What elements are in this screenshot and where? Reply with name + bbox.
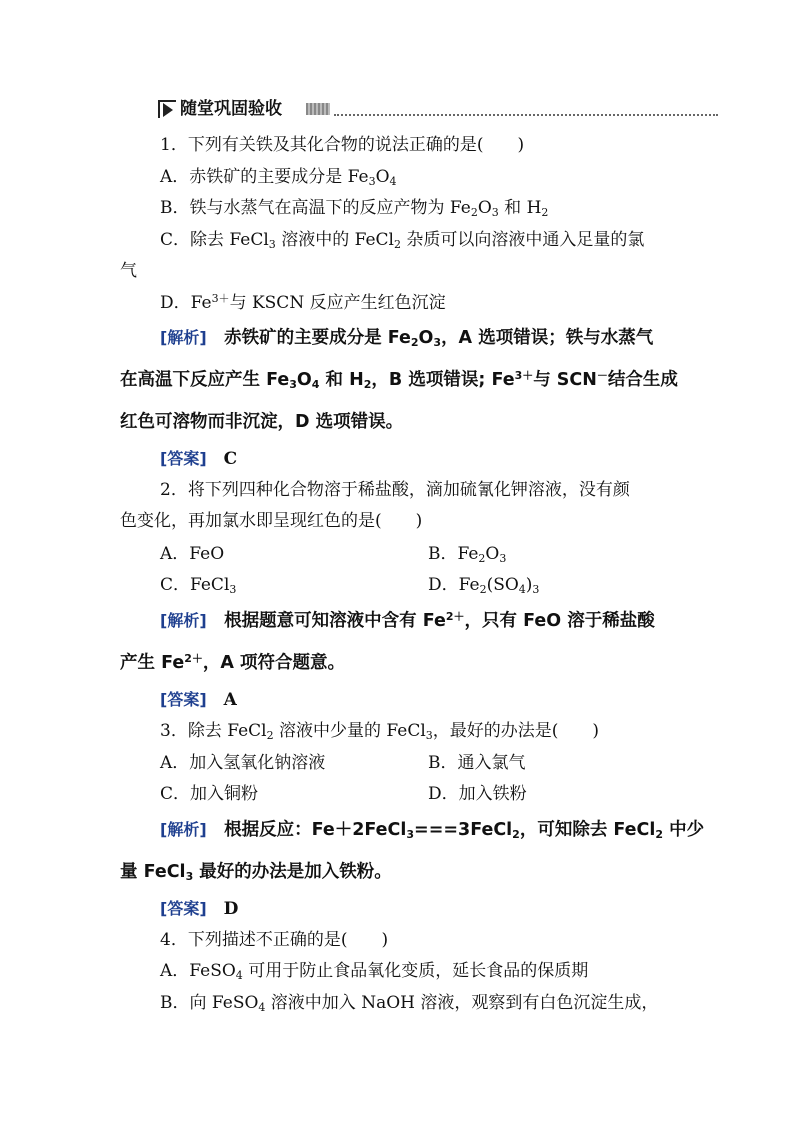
- q2-stem-line2: 色变化，再加氯水即呈现红色的是( ): [120, 511, 423, 531]
- q1-stem: 1．下列有关铁及其化合物的说法正确的是( ): [160, 135, 525, 155]
- q1-option-c-line2: 气: [120, 261, 137, 281]
- q4-stem: 4．下列描述不正确的是( ): [160, 930, 389, 950]
- q2-option-a: A．FeO: [160, 544, 225, 564]
- answer-tag: [答案]: [160, 690, 207, 709]
- play-arrow-icon: [158, 100, 176, 118]
- q2-option-b: B．$Fe_2O_3$: [428, 544, 507, 565]
- q4-option-b: B．向 FeSO$_4$ 溶液中加入 NaOH 溶液，观察到有白色沉淀生成，: [160, 993, 659, 1014]
- q2-explanation-line2: 产生 $Fe^{2+}$，A 项符合题意。: [120, 652, 346, 673]
- section-title: 随堂巩固验收: [180, 99, 282, 119]
- q3-option-c: C．加入铜粉: [160, 784, 259, 804]
- explanation-tag: [解析]: [160, 820, 207, 839]
- q3-explanation-line1: [解析] 根据反应：Fe＋2FeCl$_3$===3FeCl$_2$，可知除去 FeCl$_2$ 中少: [160, 820, 705, 841]
- q3-explanation-line2: 量 FeCl$_3$ 最好的办法是加入铁粉。: [120, 862, 392, 883]
- q3-option-d: D．加入铁粉: [428, 784, 527, 804]
- q3-answer: [答案] D: [160, 899, 239, 919]
- q1-explanation-line1: [解析] 赤铁矿的主要成分是 $Fe_2O_3$，A 选项错误；铁与水蒸气: [160, 328, 654, 349]
- q1-option-b: B．铁与水蒸气在高温下的反应产物为 $Fe_2O_3$ 和 $H_2$: [160, 198, 549, 219]
- q2-explanation-line1: [解析] 根据题意可知溶液中含有 $Fe^{2+}$，只有 FeO 溶于稀盐酸: [160, 610, 655, 631]
- q2-option-d: D．$Fe_2(SO_4)_3$: [428, 575, 540, 596]
- q1-option-a: A．赤铁矿的主要成分是 $Fe_3O_4$: [160, 167, 397, 188]
- header-dotted-rule: [334, 114, 718, 116]
- answer-tag: [答案]: [160, 899, 207, 918]
- q2-option-c: C．FeCl$_3$: [160, 575, 237, 596]
- q1-explanation-line3: 红色可溶物而非沉淀，D 选项错误。: [120, 412, 404, 432]
- explanation-tag: [解析]: [160, 611, 207, 630]
- q1-option-c-line1: C．除去 FeCl$_3$ 溶液中的 FeCl$_2$ 杂质可以向溶液中通入足量的氯: [160, 230, 645, 251]
- q1-explanation-line2: 在高温下反应产生 $Fe_3O_4$ 和 $H_2$，B 选项错误; $Fe^{3+}$与 SCN－结合生成: [120, 369, 678, 391]
- q3-stem: 3．除去 FeCl$_2$ 溶液中少量的 FeCl$_3$，最好的办法是( ): [160, 721, 600, 742]
- q4-option-a: A．FeSO$_4$ 可用于防止食品氧化变质，延长食品的保质期: [160, 961, 589, 982]
- q1-answer: [答案] C: [160, 449, 238, 469]
- q2-stem-line1: 2．将下列四种化合物溶于稀盐酸，滴加硫氰化钾溶液，没有颜: [160, 480, 630, 500]
- answer-tag: [答案]: [160, 449, 207, 468]
- section-header: [158, 98, 718, 122]
- explanation-tag: [解析]: [160, 328, 207, 347]
- q3-option-b: B．通入氯气: [428, 753, 526, 773]
- header-bar-decoration: [306, 103, 330, 115]
- q1-option-d: D．$Fe^{3+}$与 KSCN 反应产生红色沉淀: [160, 292, 446, 313]
- q2-answer: [答案] A: [160, 690, 237, 710]
- q3-option-a: A．加入氢氧化钠溶液: [160, 753, 326, 773]
